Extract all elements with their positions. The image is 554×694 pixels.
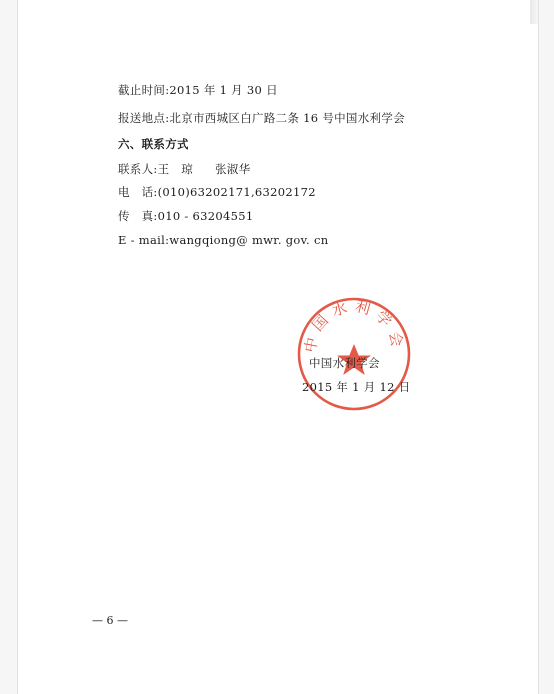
- fax-colon: :: [153, 209, 158, 223]
- signature-date: 2015 年 1 月 12 日: [302, 380, 411, 394]
- contact-colon: :: [153, 162, 158, 176]
- address-line: [118, 111, 405, 125]
- page-edge-shadow: [530, 0, 538, 24]
- seal-arc-text: 中国水利学会: [300, 296, 408, 354]
- email-label: E - mail: [118, 233, 166, 247]
- fax-label: 传 真: [118, 209, 154, 223]
- fax-value: 010 - 63204551: [157, 209, 254, 223]
- official-seal: [294, 294, 414, 414]
- phone-line: [118, 185, 316, 199]
- phone-label: 电 话: [118, 185, 154, 199]
- email-value: wangqiong@ mwr. gov. cn: [169, 233, 329, 247]
- phone-colon: :: [153, 185, 158, 199]
- email-colon: :: [165, 233, 170, 247]
- deadline-label: 截止时间: [118, 83, 166, 97]
- page-number: — 6 —: [92, 614, 128, 627]
- contact-line: [118, 162, 250, 176]
- email-line: [118, 233, 328, 247]
- deadline-colon: :: [165, 83, 170, 97]
- address-colon: :: [165, 111, 170, 125]
- contact-name-2: 张淑华: [215, 162, 251, 176]
- address-value: 北京市西城区白广路二条 16 号中国水利学会: [169, 111, 405, 125]
- section-heading: 六、联系方式: [118, 137, 189, 151]
- deadline-line: [118, 83, 278, 97]
- fax-line: [118, 209, 253, 223]
- contact-name-1: 王 琼: [157, 162, 193, 176]
- document-page: [18, 0, 538, 694]
- deadline-value: 2015 年 1 月 30 日: [169, 83, 278, 97]
- address-label: 报送地点: [118, 111, 166, 125]
- signature-org: 中国水利学会: [309, 356, 380, 370]
- phone-value: (010)63202171,63202172: [157, 185, 316, 199]
- contact-label: 联系人: [118, 162, 154, 176]
